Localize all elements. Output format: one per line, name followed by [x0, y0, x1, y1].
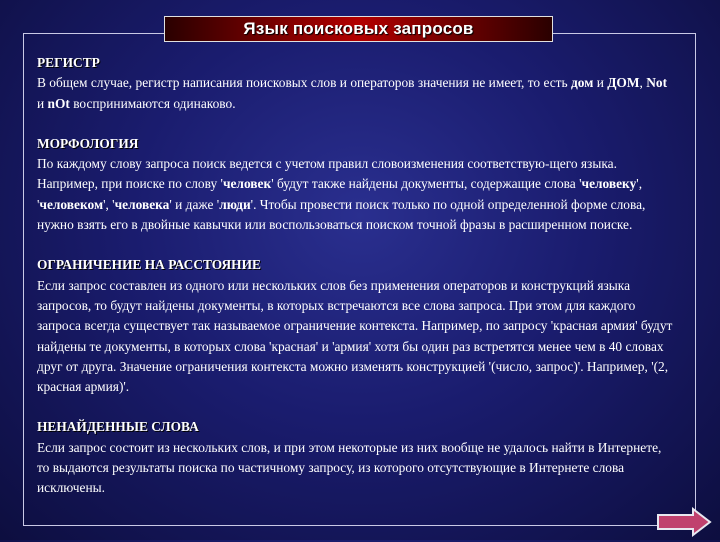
slide-title: Язык поисковых запросов	[243, 19, 474, 38]
bold-term: человека	[114, 196, 170, 212]
text-run: ,	[639, 75, 647, 91]
section-text	[37, 276, 677, 398]
section-register	[37, 53, 677, 114]
text-run: По каждому слову запроса поиск ведется с учетом правил словоизменения соответствую-щего языка. Например, при поиске по слову '	[37, 156, 617, 192]
text-run: '. Чтобы провести поиск только по одной определенной форме слова, нужно взять его в двойные кавычки или воспользоваться поиском точной фразы в расширенном поиске.	[37, 196, 646, 233]
bold-term: Not	[646, 75, 668, 91]
bold-term: человек	[222, 176, 272, 192]
text-run: ', '	[103, 196, 115, 212]
text-run: В общем случае, регистр написания поисковых слов и операторов значения не имеет, то есть	[37, 75, 571, 91]
section-heading: ОГРАНИЧЕНИЕ НА РАССТОЯНИЕ	[37, 257, 261, 273]
section-distance-limit	[37, 255, 677, 397]
text-run: Если запрос состоит из нескольких слов, и при этом некоторые из них вообще не удалось найти в Интернете, то выдаются результаты поиска по частичному запросу, из которого отсутствующие в Интернете слова исключены.	[37, 439, 662, 496]
title-banner	[164, 16, 553, 42]
bold-term: человеку	[581, 176, 637, 192]
text-run: ' будут также найдены документы, содержащие слова '	[271, 176, 582, 192]
text-run: и	[593, 75, 608, 91]
section-text	[37, 154, 677, 235]
text-run: Если запрос составлен из одного или нескольких слов без применения операторов и конструкций языка запросов, то будут найдены документы, в которых встречаются все слова запроса. При этом для каждого запроса всегда существует так называемое ограничение контекста. Например, по запросу 'красная армия' будут найдены те документы, в которых слова 'красная' и 'армия' хотя бы один раз встретятся менее чем в 40 словах друг от друга. Значение ограничения контекста можно изменять конструкцией '(число, запрос)'. Например, '(2, красная армия)'.	[37, 277, 673, 395]
bold-term: люди	[219, 196, 251, 212]
bold-term: дом	[571, 75, 594, 91]
bold-term: ДОМ	[607, 75, 640, 91]
text-run: ', '	[37, 176, 643, 212]
text-run: воспринимаются одинаково.	[69, 95, 236, 111]
text-run: ' и даже '	[169, 196, 220, 212]
section-heading: НЕНАЙДЕННЫЕ СЛОВА	[37, 419, 199, 435]
bold-term: человеком	[39, 196, 104, 212]
slide-content	[37, 53, 677, 519]
section-heading: РЕГИСТР	[37, 55, 100, 70]
section-heading: МОРФОЛОГИЯ	[37, 135, 139, 151]
section-text	[37, 438, 677, 499]
text-run: и	[37, 95, 48, 111]
section-text	[37, 73, 677, 114]
bold-term: nOt	[47, 95, 70, 111]
section-not-found-words	[37, 417, 677, 498]
section-morphology	[37, 134, 677, 235]
next-slide-button[interactable]	[655, 507, 713, 537]
arrow-right-icon	[655, 507, 713, 537]
